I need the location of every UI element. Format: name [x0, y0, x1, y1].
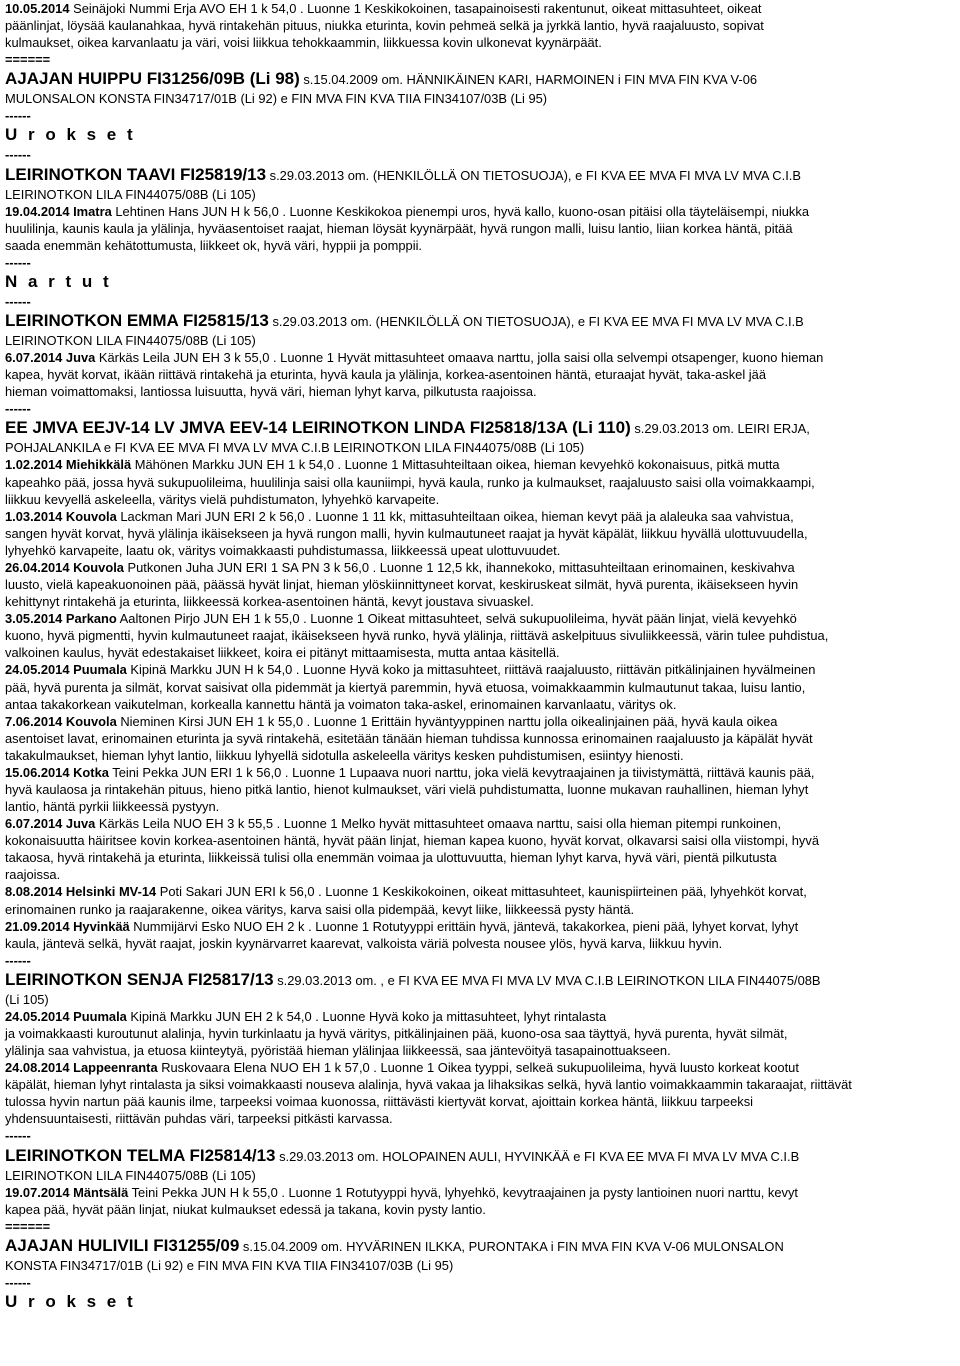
- body-text: s.29.03.2013 om. LEIRI ERJA,: [630, 421, 810, 437]
- text-line: [5, 383, 954, 400]
- heading-text: N a r t u t: [5, 271, 112, 291]
- text-line: [5, 254, 954, 271]
- body-text: Aaltonen Pirjo JUN EH 1 k 55,0 . Luonne 1 Oikeat mittasuhteet, selvä sukupuolileima, hyvät pään linjat, vielä kevyehkö: [116, 611, 797, 627]
- body-text: hieman voimattomaksi, lantiossa luisuutta, hyvä väri, hieman lyhyt karva, pilkutusta raajoissa.: [5, 384, 537, 400]
- text-line: [5, 508, 954, 525]
- bold-text: ------: [5, 952, 31, 968]
- body-text: Nummijärvi Esko NUO EH 2 k . Luonne 1 Rotutyyppi erittäin hyvä, jäntevä, takakorkea, pieni pää, lyhyet korvat, lyhyt: [129, 918, 799, 934]
- body-text: Nieminen Kirsi JUN EH 1 k 55,0 . Luonne 1 Erittäin hyväntyyppinen narttu jolla oikealinjainen pää, hyvä kaula oikea: [116, 713, 778, 729]
- body-text: huulilinja, kaunis kaula ja ylälinja, hyväasentoiset raajat, hieman löysät kyynärpäät, hyvä rungon malli, luisu lantio, liian korkea häntä, pitää: [5, 220, 793, 236]
- text-line: [5, 901, 954, 918]
- text-line: [5, 456, 954, 473]
- text-line: [5, 679, 954, 696]
- text-line: [5, 474, 954, 491]
- body-text: Lackman Mari JUN ERI 2 k 56,0 . Luonne 1 11 kk, mittasuhteiltaan oikea, hieman kevyt pää ja alaleuka saa vahvistua,: [116, 508, 794, 524]
- text-line: [5, 68, 954, 90]
- bold-text: 3.05.2014 Parkano: [5, 611, 117, 627]
- text-line: [5, 1076, 954, 1093]
- text-line: [5, 124, 954, 146]
- body-text: Ruskovaara Elena NUO EH 1 k 57,0 . Luonne 1 Oikea tyyppi, selkeä sukupuolileima, hyvä luusto korkeat kootut: [157, 1060, 799, 1076]
- text-line: [5, 764, 954, 781]
- text-line: [5, 969, 954, 991]
- bold-text: 10.05.2014: [5, 1, 74, 16]
- text-line: [5, 17, 954, 34]
- bold-text: 1.02.2014 Miehikkälä: [5, 457, 132, 473]
- heading-text: LEIRINOTKON SENJA FI25817/13: [5, 969, 274, 989]
- heading-text: AJAJAN HULIVILI FI31255/09: [5, 1235, 240, 1255]
- text-line: [5, 1127, 954, 1144]
- text-line: [5, 849, 954, 866]
- body-text: hyvä kaulaosa ja rintakehän pituus, hieno pitkä lantio, hienot kulmaukset, väri vielä puhdistumatta, luonne mukavan rauhallinen, hieman lyhyt: [5, 781, 809, 797]
- text-line: [5, 525, 954, 542]
- body-text: päänlinjat, löysää kaulanahkaa, hyvä rintakehän pituus, niukka eturinta, kovin pehmeä selkä ja jyrkkä lantio, hyvä raajaluusto, sopivat: [5, 18, 764, 34]
- bold-text: ======: [5, 1218, 51, 1234]
- bold-text: ======: [5, 52, 51, 68]
- bold-text: ------: [5, 254, 31, 270]
- text-line: [5, 349, 954, 366]
- body-text: saada enemmän kehätottumusta, liikkeet ok, hyvä väri, hyppii ja pomppii.: [5, 237, 423, 253]
- body-text: kehittynyt rintakehä ja eturinta, liikkeessä korkea-asentoinen häntä, kevyt joustava sivuaskel.: [5, 594, 534, 610]
- text-line: [5, 366, 954, 383]
- body-text: Seinäjoki: [73, 1, 126, 16]
- text-line: [5, 627, 954, 644]
- heading-text: AJAJAN HUIPPU FI31256/09B (Li 98): [5, 69, 300, 89]
- heading-text: LEIRINOTKON TAAVI FI25819/13: [5, 164, 267, 184]
- bold-text: 24.05.2014 Puumala: [5, 1008, 127, 1024]
- text-line: [5, 491, 954, 508]
- heading-text: EE JMVA EEJV-14 LV JMVA EEV-14 LEIRINOTKON LINDA FI25818/13A (Li 110): [5, 418, 631, 438]
- text-line: [5, 1093, 954, 1110]
- text-line: [5, 293, 954, 310]
- body-text: takaosa, hyvä rintakehä ja eturinta, liikkeissä tulisi olla enemmän voimaa ja ulottuvuutta, hieman lyhyt karva, hyvä väri, pientä pilkutusta: [5, 850, 777, 866]
- text-line: [5, 610, 954, 627]
- body-text: Teini Pekka JUN H k 55,0 . Luonne 1 Rotutyyppi hyvä, lyhyehkö, kevytraajainen ja pysty lantioinen nuori narttu, kevyt: [128, 1184, 798, 1200]
- body-text: Kipinä Markku JUN EH 2 k 54,0 . Luonne Hyvä koko ja mittasuhteet, lyhyt rintalasta: [126, 1008, 607, 1024]
- body-text: Lehtinen Hans JUN H k 56,0 . Luonne Keskikokoa pienempi uros, hyvä kallo, kuono-osan pitäisi olla täyteläisempi, niukka: [111, 203, 809, 219]
- heading-text: LEIRINOTKON TELMA FI25814/13: [5, 1145, 276, 1165]
- bold-text: ------: [5, 1128, 31, 1144]
- heading-text: U r o k s e t: [5, 125, 136, 145]
- body-text: kulmaukset, oikea karvanlaatu ja väri, voisi liikkua tehokkaammin, liikkuessa kovin ulkonevat kyynärpäät.: [5, 35, 602, 51]
- body-text: lantio, häntä pyrkii liikkeessä pystyyn.: [5, 799, 220, 815]
- text-line: [5, 832, 954, 849]
- bold-text: 15.06.2014 Kotka: [5, 764, 109, 780]
- text-line: [5, 186, 954, 203]
- body-text: yhdensuuntaisesti, riittävän puhdas väri, tarpeeksi pitkästi karvassa.: [5, 1111, 393, 1127]
- text-line: [5, 1274, 954, 1291]
- body-text: Mähönen Markku JUN EH 1 k 54,0 . Luonne 1 Mittasuhteiltaan oikea, hieman kevyehkö kokonaisuus, pitkä mutta: [131, 457, 780, 473]
- body-text: raajoissa.: [5, 867, 61, 883]
- text-line: [5, 107, 954, 124]
- text-line: [5, 644, 954, 661]
- text-line: [5, 1257, 954, 1274]
- text-line: [5, 51, 954, 68]
- text-line: [5, 1218, 954, 1235]
- body-text: s.29.03.2013 om. , e FI KVA EE MVA FI MVA LV MVA C.I.B LEIRINOTKON LILA FIN44075/08B: [273, 972, 821, 988]
- body-text: LEIRINOTKON LILA FIN44075/08B (Li 105): [5, 186, 256, 202]
- body-text: kaula, jäntevä selkä, hyvät raajat, joskin kyynärvarret kaarevat, valkoista väriä polvesta nousee ylös, hyvä karva, liikkuu hyvin.: [5, 935, 723, 951]
- body-text: luusto, vielä kapeakuonoinen pää, päässä hyvät linjat, hieman ylöskiinnittyneet korvat, keskiruskeat silmät, hyvä purenta, ikäisekseen hyvin: [5, 577, 799, 593]
- bold-text: 21.09.2014 Hyvinkää: [5, 918, 130, 934]
- body-text: kapeahko pää, jossa hyvä sukupuolileima, huulilinja saisi olla kauniimpi, hyvä kaula, runko ja kulmaukset, raajaluusto saisi olla voimakkaampi,: [5, 474, 815, 490]
- text-line: [5, 1291, 954, 1313]
- body-text: KONSTA FIN34717/01B (Li 92) e FIN MVA FIN KVA TIIA FIN34107/03B (Li 95): [5, 1257, 454, 1273]
- body-text: valkoinen kaulus, hyvät edestakaiset liikkeet, koira ei pitänyt mittaamisesta, mutta antaa käsitellä.: [5, 645, 560, 661]
- text-line: [5, 661, 954, 678]
- text-line: [5, 90, 954, 107]
- text-line: [5, 0, 954, 17]
- text-line: [5, 559, 954, 576]
- text-line: [5, 1110, 954, 1127]
- body-text: takakulmaukset, hieman lyhyt lantio, liikkuu lyhyellä sidotulla askeleella väritys kesken puhdistumisen, esiintyy hienosti.: [5, 747, 684, 763]
- body-text: s.29.03.2013 om. (HENKILÖLLÄ ON TIETOSUOJA), e FI KVA EE MVA FI MVA LV MVA C.I.B: [266, 167, 801, 183]
- text-line: [5, 332, 954, 349]
- text-line: [5, 798, 954, 815]
- bold-text: 24.05.2014 Puumala: [5, 662, 127, 678]
- body-text: Kärkäs Leila NUO EH 3 k 55,5 . Luonne 1 Melko hyvät mittasuhteet omaava narttu, saisi olla hieman pitempi runkoinen,: [95, 816, 782, 832]
- text-line: [5, 918, 954, 935]
- body-text: erinomainen runko ja raajarakenne, oikea väritys, karva saisi olla pidempää, kevyt liike, liikkeessä pysty häntä.: [5, 901, 635, 917]
- bold-text: 24.08.2014 Lappeenranta: [5, 1060, 158, 1076]
- bold-text: ------: [5, 108, 31, 124]
- text-line: [5, 542, 954, 559]
- heading-text: U r o k s e t: [5, 1292, 136, 1311]
- body-text: LEIRINOTKON LILA FIN44075/08B (Li 105): [5, 1167, 256, 1183]
- body-text: asentoiset lavat, erinomainen eturinta ja syvä rintakehä, esitetään tänään hieman tuhdissa kunnossa erinomainen raajaluusto ja käpälät hyvät: [5, 730, 813, 746]
- bold-text: 1.03.2014 Kouvola: [5, 508, 117, 524]
- text-line: [5, 1235, 954, 1257]
- text-line: [5, 237, 954, 254]
- body-text: ylälinja saa vahvistua, ja etuosa kiinteytyä, pyöristää hieman ylälinjaa liikkeessä, saa jäntevöityä tasapainottuakseen.: [5, 1043, 671, 1059]
- body-text: s.15.04.2009 om. HYVÄRINEN ILKKA, PURONTAKA i FIN MVA FIN KVA V-06 MULONSALON: [239, 1238, 784, 1254]
- text-line: [5, 417, 954, 439]
- text-line: [5, 1042, 954, 1059]
- body-text: Poti Sakari JUN ERI k 56,0 . Luonne 1 Keskikokoinen, oikeat mittasuhteet, kaunispiirteinen pää, lyhyehköt korvat,: [156, 884, 807, 900]
- text-line: [5, 781, 954, 798]
- bold-text: 6.07.2014 Juva: [5, 350, 96, 366]
- text-line: [5, 713, 954, 730]
- text-line: [5, 1008, 954, 1025]
- body-text: kapea pää, hyvät pään linjat, niukat kulmaukset edessä ja takana, kovin pysty lantio.: [5, 1201, 486, 1217]
- body-text: Kipinä Markku JUN H k 54,0 . Luonne Hyvä koko ja mittasuhteet, riittävä raajaluusto, riittävän pitkälinjainen hyvälmeinen: [126, 662, 816, 678]
- bold-text: 7.06.2014 Kouvola: [5, 713, 117, 729]
- text-line: [5, 400, 954, 417]
- body-text: antaa takakorkean vaikutelman, korkealla kannettu häntä ja voimaton taka-askel, erinomainen karvanlaatu, väritys ok.: [5, 696, 677, 712]
- body-text: LEIRINOTKON LILA FIN44075/08B (Li 105): [5, 333, 256, 349]
- text-line: [5, 439, 954, 456]
- text-line: [5, 1025, 954, 1042]
- text-line: [5, 220, 954, 237]
- bold-text: 19.07.2014 Mäntsälä: [5, 1184, 129, 1200]
- text-line: [5, 935, 954, 952]
- body-text: kapea, hyvät korvat, ikään riittävä rintakehä ja eturinta, hyvä kaula ja ylälinja, korkea-asentoinen häntä, eturaajat hyvät, taka-askel jää: [5, 367, 766, 383]
- body-text: Nummi Erja AVO EH 1 k 54,0 . Luonne 1 Keskikokoinen, tasapainoisesti rakentunut, oikeat mittasuhteet, oikeat: [125, 1, 762, 16]
- body-text: kuono, hyvä pigmentti, hyvin kulmautuneet raajat, ikäisekseen hyvä runko, hyvä ylälinja, riittävä askelpituus sivuliikkeessä, värin tulee puhdistua,: [5, 628, 829, 644]
- body-text: Teini Pekka JUN ERI 1 k 56,0 . Luonne 1 Lupaava nuori narttu, joka vielä kevytraajainen ja tiivistymättä, riittävä kaunis pää,: [108, 764, 815, 780]
- body-text: s.29.03.2013 om. (HENKILÖLLÄ ON TIETOSUOJA), e FI KVA EE MVA FI MVA LV MVA C.I.B: [268, 314, 804, 330]
- text-line: [5, 203, 954, 220]
- text-line: [5, 1184, 954, 1201]
- bold-text: 8.08.2014 Helsinki MV-14: [5, 884, 157, 900]
- body-text: (Li 105): [5, 991, 49, 1007]
- body-text: Kärkäs Leila JUN EH 3 k 55,0 . Luonne 1 Hyvät mittasuhteet omaava narttu, jolla saisi olla selvempi otsapenger, kuono hieman: [95, 350, 824, 366]
- bold-text: ------: [5, 1274, 31, 1290]
- text-line: [5, 271, 954, 293]
- body-text: s.15.04.2009 om. HÄNNIKÄINEN KARI, HARMOINEN i FIN MVA FIN KVA V-06: [299, 72, 758, 88]
- heading-text: LEIRINOTKON EMMA FI25815/13: [5, 311, 269, 331]
- body-text: Putkonen Juha JUN ERI 1 SA PN 3 k 56,0 . Luonne 1 12,5 kk, ihannekoko, mittasuhteiltaan erinomainen, keskivahva: [123, 559, 795, 575]
- text-line: [5, 883, 954, 900]
- text-line: [5, 1167, 954, 1184]
- text-line: [5, 593, 954, 610]
- text-line: [5, 730, 954, 747]
- body-text: POHJALANKILA e FI KVA EE MVA FI MVA LV MVA C.I.B LEIRINOTKON LILA FIN44075/08B (Li 105): [5, 440, 585, 456]
- bold-text: ------: [5, 293, 31, 309]
- bold-text: ------: [5, 147, 31, 163]
- text-line: [5, 34, 954, 51]
- body-text: tulossa hyvin nartun pää kaunis ilme, tarpeeksi voimaa kuonossa, riittävästi kiertyvät korvat, ajoittain korkea häntä, liikkuu tarpeeksi: [5, 1094, 754, 1110]
- body-text: MULONSALON KONSTA FIN34717/01B (Li 92) e FIN MVA FIN KVA TIIA FIN34107/03B (Li 95): [5, 91, 548, 107]
- text-line: [5, 952, 954, 969]
- body-text: kokonaisuutta häiritsee kovin korkea-asentoinen häntä, hyvät pään linjat, hieman kapea kuono, hyvät korvat, olkavarsi saisi olla viistompi, hyvä: [5, 833, 819, 849]
- text-line: [5, 310, 954, 332]
- body-text: pää, hyvä purenta ja silmät, korvat saisivat olla pidemmät ja kiertyä paremmin, hyvä etuosa, voimakkaammin kulmautunut takaa, luisu lantio,: [5, 679, 806, 695]
- text-line: [5, 1059, 954, 1076]
- bold-text: 6.07.2014 Juva: [5, 816, 96, 832]
- body-text: s.29.03.2013 om. HOLOPAINEN AULI, HYVINKÄÄ e FI KVA EE MVA FI MVA LV MVA C.I.B: [275, 1148, 800, 1164]
- body-text: käpälät, hieman lyhyt rintalasta ja siksi voimakkaasti nouseva alalinja, hyvä vakaa ja lihaksikas selkä, hyvä lantio voimakkaammin takaraajat, riittävät: [5, 1077, 852, 1093]
- text-line: [5, 1201, 954, 1218]
- text-line: [5, 1145, 954, 1167]
- text-line: [5, 576, 954, 593]
- body-text: ja voimakkaasti kuroutunut alalinja, hyvin turkinlaatu ja hyvä väritys, pitkälinjainen pää, kuono-osa saa täyttyä, hyvä purenta, hyvät silmät,: [5, 1025, 788, 1041]
- bold-text: 19.04.2014 Imatra: [5, 203, 112, 219]
- text-line: [5, 164, 954, 186]
- text-line: [5, 815, 954, 832]
- text-line: [5, 866, 954, 883]
- body-text: lyhyehkö karvapeite, laatu ok, väritys voimakkaasti puhdistumassa, liikkeessä upeat ulottuvuudet.: [5, 542, 561, 558]
- body-text: liikkuu kevyellä askeleella, väritys vielä puhdistumaton, lyhyehkö karvapeite.: [5, 491, 440, 507]
- bold-text: ------: [5, 401, 31, 417]
- text-line: [5, 146, 954, 163]
- text-line: [5, 991, 954, 1008]
- text-line: [5, 696, 954, 713]
- text-line: [5, 747, 954, 764]
- body-text: sangen hyvät korvat, hyvä ylälinja ikäisekseen ja hyvä rungon malli, hyvin kulmautuneet raajat ja hyvät käpälät, liikkuu hyvällä ulottuvuudella,: [5, 525, 808, 541]
- bold-text: 26.04.2014 Kouvola: [5, 559, 124, 575]
